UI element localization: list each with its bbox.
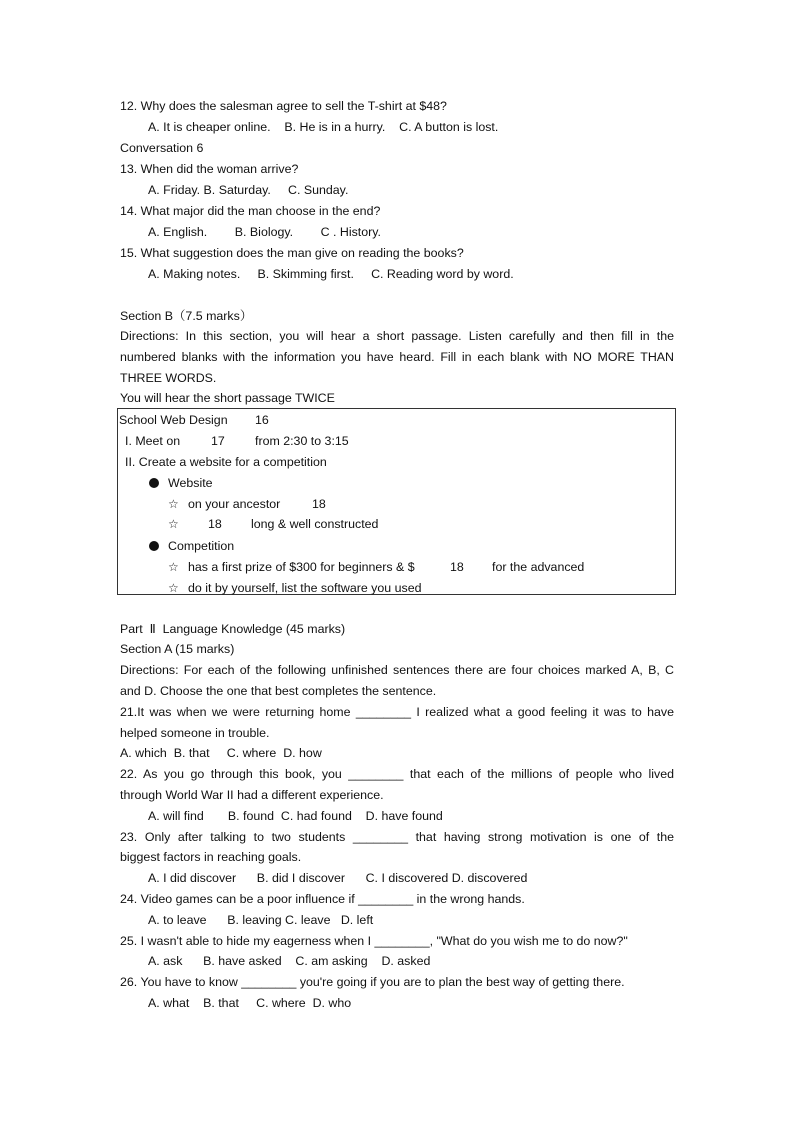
section-a-title: Section A (15 marks) <box>120 642 235 656</box>
hear-twice-note: You will hear the short passage TWICE <box>120 391 335 405</box>
website-label: Website <box>168 476 213 490</box>
prize-line: has a first prize of $300 for beginners & $ <box>188 560 415 574</box>
star-icon: ☆ <box>168 517 179 531</box>
star-icon: ☆ <box>168 497 179 511</box>
bullet-dot-icon <box>149 541 159 551</box>
question-25-options: A. ask B. have asked C. am asking D. asked <box>148 954 431 968</box>
question-22-line2: through World War II had a different experience. <box>120 788 384 802</box>
question-14-options: A. English. B. Biology. C . History. <box>148 225 381 239</box>
section-b-directions-line2: numbered blanks with the information you have heard. Fill in each blank with NO MORE THAN <box>120 350 674 364</box>
question-26: 26. You have to know ________ you're going if you are to plan the best way of getting there. <box>120 975 625 989</box>
question-25: 25. I wasn't able to hide my eagerness when I ________, "What do you wish me to do now?" <box>120 934 628 948</box>
question-23-line2: biggest factors in reaching goals. <box>120 850 302 864</box>
advanced-text: for the advanced <box>492 560 585 574</box>
section-a-directions-line1: Directions: For each of the following unfinished sentences there are four choices marked A, B, C <box>120 663 674 677</box>
question-26-options: A. what B. that C. where D. who <box>148 996 352 1010</box>
create-website-line: II. Create a website for a competition <box>125 455 327 469</box>
question-15: 15. What suggestion does the man give on reading the books? <box>120 246 464 260</box>
question-24: 24. Video games can be a poor influence if ________ in the wrong hands. <box>120 892 525 906</box>
notes-table <box>117 408 676 595</box>
blank-18-a: 18 <box>312 497 326 511</box>
meet-on-label: I. Meet on <box>125 434 181 448</box>
star-icon: ☆ <box>168 560 179 574</box>
question-23-line1: 23. Only after talking to two students ________ that having strong motivation is one of the <box>120 830 674 844</box>
section-b-title: Section B（7.5 marks） <box>120 309 253 323</box>
question-23-options: A. I did discover B. did I discover C. I discovered D. discovered <box>148 871 528 885</box>
blank-18-c: 18 <box>450 560 464 574</box>
question-21-line1: 21.It was when we were returning home ________ I realized what a good feeling it was to have <box>120 705 674 719</box>
question-21-options: A. which B. that C. where D. how <box>120 746 322 760</box>
question-21-line2: helped someone in trouble. <box>120 726 270 740</box>
question-15-options: A. Making notes. B. Skimming first. C. Reading word by word. <box>148 267 514 281</box>
star-icon: ☆ <box>168 581 179 595</box>
conversation-6-heading: Conversation 6 <box>120 141 204 155</box>
question-22-line1: 22. As you go through this book, you ________ that each of the millions of people who lived <box>120 767 674 781</box>
bullet-dot-icon <box>149 478 159 488</box>
long-well-line: long & well constructed <box>251 517 379 531</box>
blank-17: 17 <box>211 434 225 448</box>
question-24-options: A. to leave B. leaving C. leave D. left <box>148 913 374 927</box>
question-13: 13. When did the woman arrive? <box>120 162 299 176</box>
blank-16: 16 <box>255 413 269 427</box>
section-b-directions-line1: Directions: In this section, you will hear a short passage. Listen carefully and then fill in the <box>120 329 674 343</box>
competition-label: Competition <box>168 539 235 553</box>
question-12: 12. Why does the salesman agree to sell the T-shirt at $48? <box>120 99 447 113</box>
yourself-line: do it by yourself, list the software you used <box>188 581 422 595</box>
question-13-options: A. Friday. B. Saturday. C. Sunday. <box>148 183 349 197</box>
section-a-directions-line2: and D. Choose the one that best completes the sentence. <box>120 684 437 698</box>
meet-time: from 2:30 to 3:15 <box>255 434 349 448</box>
question-22-options: A. will find B. found C. had found D. have found <box>148 809 443 823</box>
section-b-directions-line3: THREE WORDS. <box>120 371 217 385</box>
question-14: 14. What major did the man choose in the end? <box>120 204 381 218</box>
notes-heading: School Web Design <box>119 413 228 427</box>
part-2-title: Part Ⅱ Language Knowledge (45 marks) <box>120 622 346 636</box>
ancestor-line: on your ancestor <box>188 497 281 511</box>
blank-18-b: 18 <box>208 517 222 531</box>
question-12-options: A. It is cheaper online. B. He is in a hurry. C. A button is lost. <box>148 120 499 134</box>
